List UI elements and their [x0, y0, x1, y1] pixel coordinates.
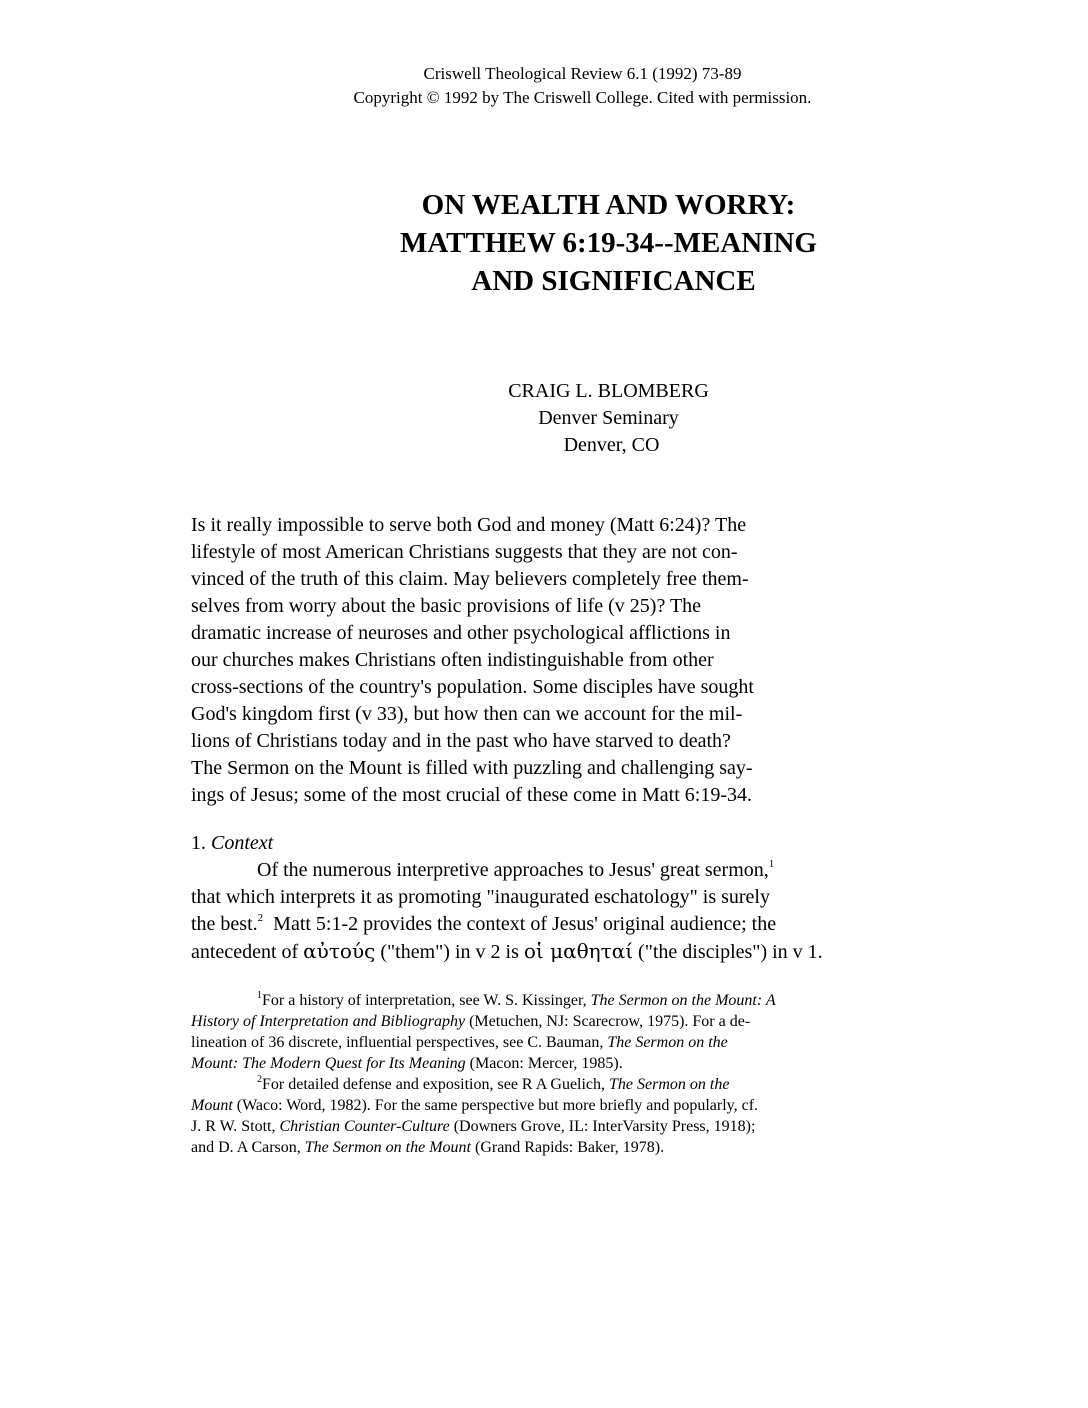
footnote-2-marker: 2 [257, 1074, 262, 1085]
footnote-book-title: Mount: The Modern Quest for Its Meaning [191, 1055, 466, 1072]
footnote-text: For detailed defense and exposition, see R A Guelich, [262, 1076, 610, 1093]
intro-line: God's kingdom first (v 33), but how then can we account for the mil- [191, 703, 743, 725]
footnote-2-line [191, 1095, 911, 1116]
intro-line: Is it really impossible to serve both God and money (Matt 6:24)? The [191, 514, 747, 536]
footnote-text: (Downers Grove, IL: InterVarsity Press, 1918); [449, 1118, 756, 1135]
body-text: antecedent of [191, 941, 304, 963]
footnote-ref-2[interactable]: 2 [257, 912, 264, 924]
intro-line: ings of Jesus; some of the most crucial of these come in Matt 6:19-34. [191, 784, 753, 806]
section-heading [191, 830, 911, 857]
footnote-1-line [191, 1032, 911, 1053]
intro-line: cross-sections of the country's population. Some disciples have sought [191, 676, 754, 698]
body-text: Of the numerous interpretive approaches to Jesus' great sermon, [257, 859, 769, 881]
footnote-book-title: The Sermon on the [609, 1076, 730, 1093]
section-title: Context [211, 832, 274, 854]
body-text: Matt 5:1-2 provides the context of Jesus' original audience; the [263, 913, 777, 935]
footnote-text: (Macon: Mercer, 1985). [465, 1055, 623, 1072]
author-location: Denver, CO [563, 434, 660, 456]
footnote-text: (Metuchen, NJ: Scarecrow, 1975). For a de- [465, 1013, 751, 1030]
footnote-2-line [191, 1116, 911, 1137]
body-line: that which interprets it as promoting "inaugurated eschatology" is surely [191, 886, 770, 908]
article-title [0, 186, 1088, 300]
intro-line: The Sermon on the Mount is filled with puzzling and challenging say- [191, 757, 753, 779]
footnote-book-title: History of Interpretation and Bibliography [191, 1013, 466, 1030]
footnote-1-line [191, 990, 911, 1011]
section-number: 1. [191, 832, 206, 854]
footnotes [191, 990, 911, 1158]
intro-line: selves from worry about the basic provisions of life (v 25)? The [191, 595, 702, 617]
body-text: the best. [191, 913, 258, 935]
intro-line: vinced of the truth of this claim. May believers completely free them- [191, 568, 749, 590]
intro-line: dramatic increase of neuroses and other psychological afflictions in [191, 622, 731, 644]
footnote-1-marker: 1 [257, 990, 262, 1001]
footnote-1-line [191, 1011, 911, 1032]
body-line [191, 938, 911, 966]
author-block [0, 378, 1088, 459]
body-line [191, 857, 911, 884]
footnote-text: (Waco: Word, 1982). For the same perspective but more briefly and popularly, cf. [232, 1097, 759, 1114]
footnote-ref-1[interactable]: 1 [768, 858, 775, 870]
footnote-2-line [191, 1074, 911, 1095]
copyright-notice: Copyright © 1992 by The Criswell College. Cited with permission. [353, 88, 812, 107]
greek-autous: αὐτούς [303, 939, 376, 963]
body-text: ("the disciples") in v 1. [633, 941, 823, 963]
title-line-1: ON WEALTH AND WORRY: [421, 189, 796, 221]
intro-line: lions of Christians today and in the past who have starved to death? [191, 730, 731, 752]
footnote-book-title: Christian Counter-Culture [279, 1118, 450, 1135]
greek-hoi-mathetai: οἱ μαθηταί [523, 939, 634, 963]
body-line [191, 911, 911, 938]
footnote-text: For a history of interpretation, see W. S. Kissinger, [262, 992, 591, 1009]
footnote-text: lineation of 36 discrete, influential perspectives, see C. Bauman, [191, 1034, 608, 1051]
footnote-book-title: The Sermon on the Mount [304, 1139, 471, 1156]
intro-line: our churches makes Christians often indistinguishable from other [191, 649, 714, 671]
author-institution: Denver Seminary [538, 407, 679, 429]
footnote-book-title: The Sermon on the Mount: A [590, 992, 776, 1009]
intro-line: lifestyle of most American Christians suggests that they are not con- [191, 541, 738, 563]
intro-paragraph [191, 512, 911, 809]
section-context [191, 830, 911, 966]
title-line-3: AND SIGNIFICANCE [471, 265, 756, 297]
footnote-text: (Grand Rapids: Baker, 1978). [470, 1139, 665, 1156]
journal-citation: Criswell Theological Review 6.1 (1992) 73-89 [423, 64, 742, 83]
title-line-2: MATTHEW 6:19-34--MEANING [400, 227, 817, 259]
footnote-1-line [191, 1053, 911, 1074]
body-text: ("them") in v 2 is [375, 941, 524, 963]
journal-header [0, 62, 1088, 110]
footnote-text: and D. A Carson, [191, 1139, 305, 1156]
footnote-book-title: The Sermon on the [607, 1034, 728, 1051]
author-name: CRAIG L. BLOMBERG [508, 380, 709, 402]
footnote-book-title: Mount [191, 1097, 233, 1114]
footnote-text: J. R W. Stott, [191, 1118, 280, 1135]
footnote-2-line [191, 1137, 911, 1158]
